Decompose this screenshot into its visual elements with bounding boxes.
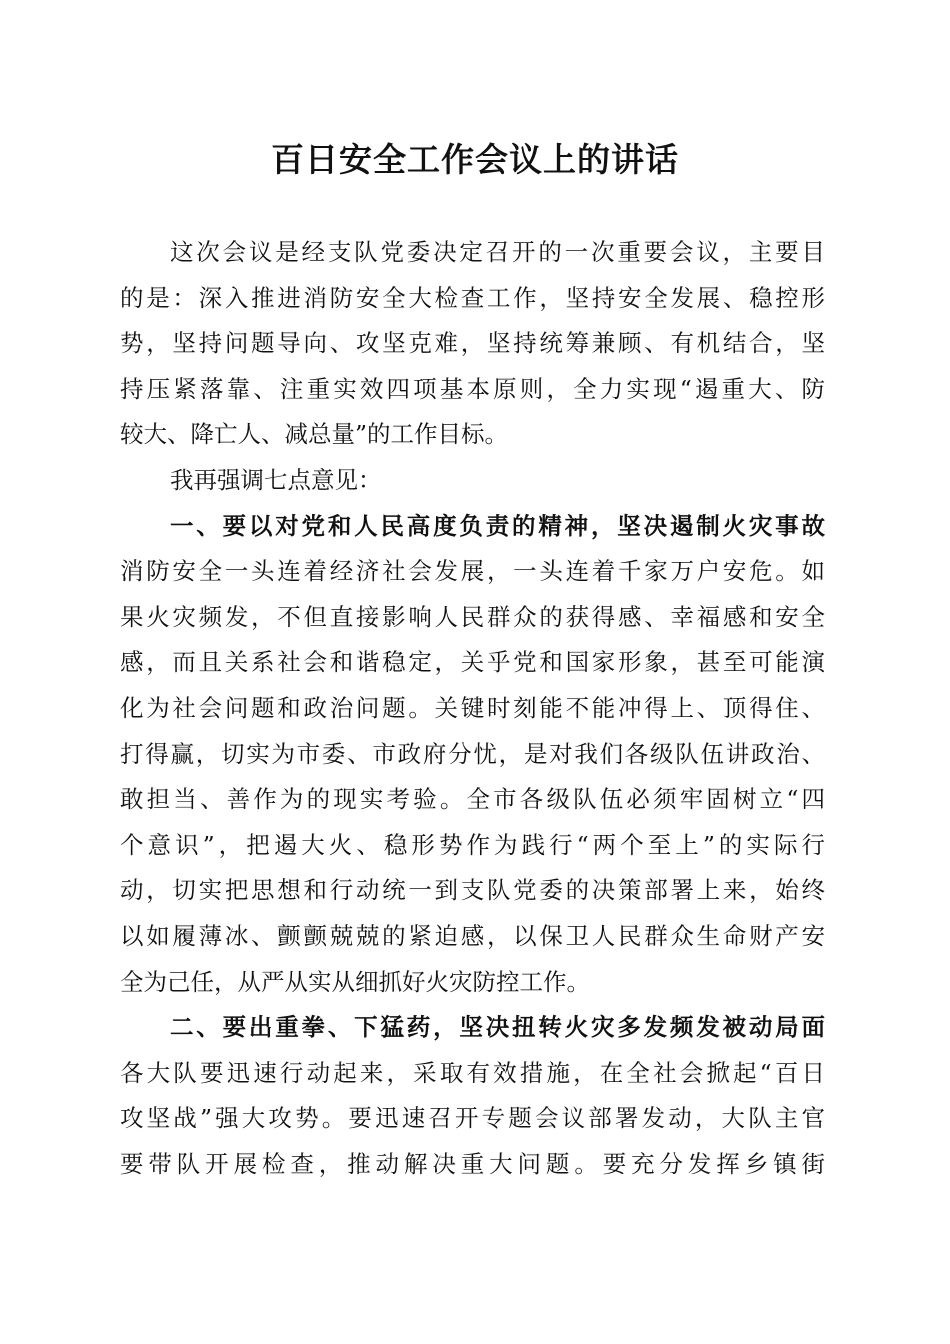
section-heading-line: 二、要出重拳、下猛药，坚决扭转火灾多发频发被动局面 — [170, 1013, 825, 1042]
paragraph-line: 势，坚持问题导向、攻坚克难，坚持统筹兼顾、有机结合，坚 — [120, 329, 825, 358]
section-heading-line: 一、要以对党和人民高度负责的精神，坚决遏制火灾事故 — [170, 511, 825, 540]
document-title: 百日安全工作会议上的讲话 — [271, 140, 679, 179]
document-body — [120, 230, 825, 1187]
paragraph-line: 个意识”，把遏大火、稳形势作为践行“两个至上”的实际行 — [120, 830, 825, 859]
paragraph-line: 化为社会问题和政治问题。关键时刻能不能冲得上、顶得住、 — [120, 693, 825, 722]
paragraph-line: 持压紧落靠、注重实效四项基本原则，全力实现“遏重大、防 — [120, 374, 825, 403]
paragraph-line: 我再强调七点意见： — [170, 465, 382, 494]
paragraph-line: 敢担当、善作为的现实考验。全市各级队伍必须牢固树立“四 — [120, 785, 825, 814]
paragraph-line: 动，切实把思想和行动统一到支队党委的决策部署上来，始终 — [120, 876, 825, 905]
paragraph-line: 果火灾频发，不但直接影响人民群众的获得感、幸福感和安全 — [120, 602, 825, 631]
paragraph-line: 这次会议是经支队党委决定召开的一次重要会议，主要目 — [170, 238, 825, 266]
paragraph-line: 以如履薄冰、颤颤兢兢的紧迫感，以保卫人民群众生命财产安 — [120, 921, 825, 950]
paragraph-line: 攻坚战”强大攻势。要迅速召开专题会议部署发动，大队主官 — [120, 1104, 825, 1133]
paragraph-line: 要带队开展检查，推动解决重大问题。要充分发挥乡镇街 — [120, 1149, 825, 1178]
paragraph-line: 感，而且关系社会和谐稳定，关乎党和国家形象，甚至可能演 — [120, 648, 825, 677]
paragraph-line: 全为己任，从严从实从细抓好火灾防控工作。 — [120, 967, 590, 996]
paragraph-line: 较大、降亡人、减总量”的工作目标。 — [120, 420, 509, 449]
paragraph-line: 消防安全一头连着经济社会发展，一头连着千家万户安危。如 — [120, 557, 825, 586]
paragraph-line: 打得赢，切实为市委、市政府分忧，是对我们各级队伍讲政治、 — [120, 739, 825, 768]
paragraph-line: 各大队要迅速行动起来，采取有效措施，在全社会掀起“百日 — [120, 1058, 825, 1087]
paragraph-line: 的是：深入推进消防安全大检查工作，坚持安全发展、稳控形 — [120, 283, 825, 312]
